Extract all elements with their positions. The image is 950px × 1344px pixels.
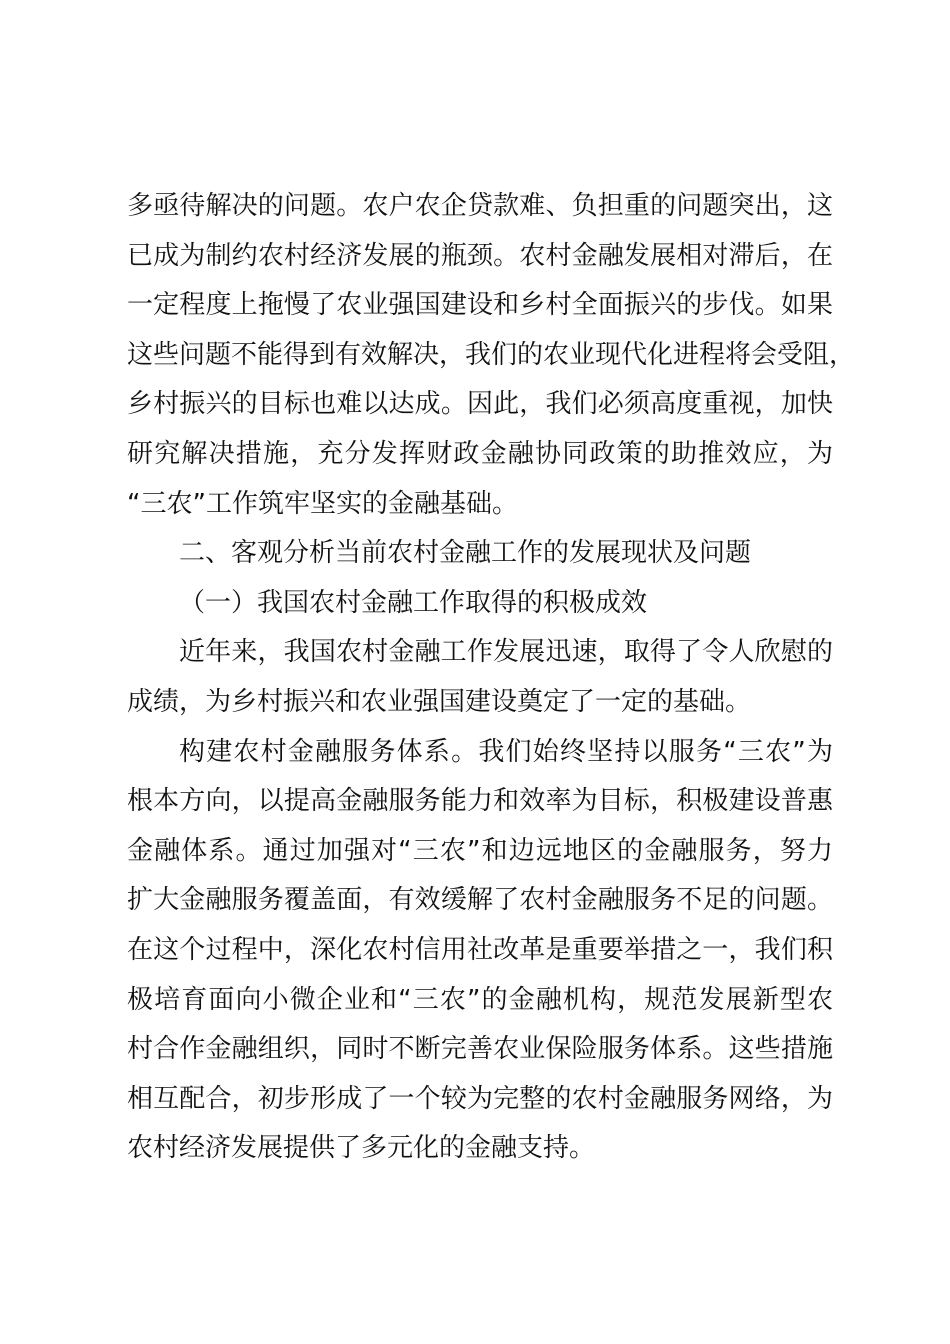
text-line: 近年来，我国农村金融工作发展迅速，取得了令人欣慰的 bbox=[179, 637, 833, 668]
text-line: 多亟待解决的问题。农户农企贷款难、负担重的问题突出，这 bbox=[127, 191, 833, 221]
paragraph-service-system bbox=[127, 728, 833, 1174]
section-heading bbox=[127, 529, 833, 579]
heading-text: 二、客观分析当前农村金融工作的发展现状及问题 bbox=[179, 538, 752, 569]
text-line: 农村经济发展提供了多元化的金融支持。 bbox=[127, 1133, 596, 1164]
subsection-heading bbox=[127, 579, 833, 629]
text-line: 这些问题不能得到有效解决，我们的农业现代化进程将会受阻， bbox=[127, 339, 856, 370]
paragraph-intro-continuation bbox=[127, 182, 856, 529]
text-line: 村合作金融组织，同时不断完善农业保险服务体系。这些措施 bbox=[127, 1034, 833, 1065]
text-line: 乡村振兴的目标也难以达成。因此，我们必须高度重视，加快 bbox=[127, 389, 833, 420]
text-line: 根本方向，以提高金融服务能力和效率为目标，积极建设普惠 bbox=[127, 786, 833, 817]
text-line: 成绩，为乡村振兴和农业强国建设奠定了一定的基础。 bbox=[127, 686, 752, 717]
text-line: “三农”工作筑牢坚实的金融基础。 bbox=[127, 488, 518, 519]
paragraph-achievements bbox=[127, 628, 833, 727]
text-line: 已成为制约农村经济发展的瓶颈。农村金融发展相对滞后，在 bbox=[127, 240, 833, 271]
text-line: 一定程度上拖慢了农业强国建设和乡村全面振兴的步伐。如果 bbox=[127, 290, 833, 321]
subheading-text: （一）我国农村金融工作取得的积极成效 bbox=[179, 587, 648, 618]
document-body bbox=[127, 182, 856, 1174]
text-line: 在这个过程中，深化农村信用社改革是重要举措之一，我们积 bbox=[127, 934, 833, 965]
text-line: 极培育面向小微企业和“三农”的金融机构，规范发展新型农 bbox=[127, 984, 833, 1015]
text-line: 构建农村金融服务体系。我们始终坚持以服务“三农”为 bbox=[179, 736, 833, 767]
text-line: 扩大金融服务覆盖面，有效缓解了农村金融服务不足的问题。 bbox=[127, 885, 833, 916]
text-line: 相互配合，初步形成了一个较为完整的农村金融服务网络，为 bbox=[127, 1083, 833, 1114]
text-line: 研究解决措施，充分发挥财政金融协同政策的助推效应，为 bbox=[127, 438, 833, 469]
text-line: 金融体系。通过加强对“三农”和边远地区的金融服务，努力 bbox=[127, 835, 833, 866]
